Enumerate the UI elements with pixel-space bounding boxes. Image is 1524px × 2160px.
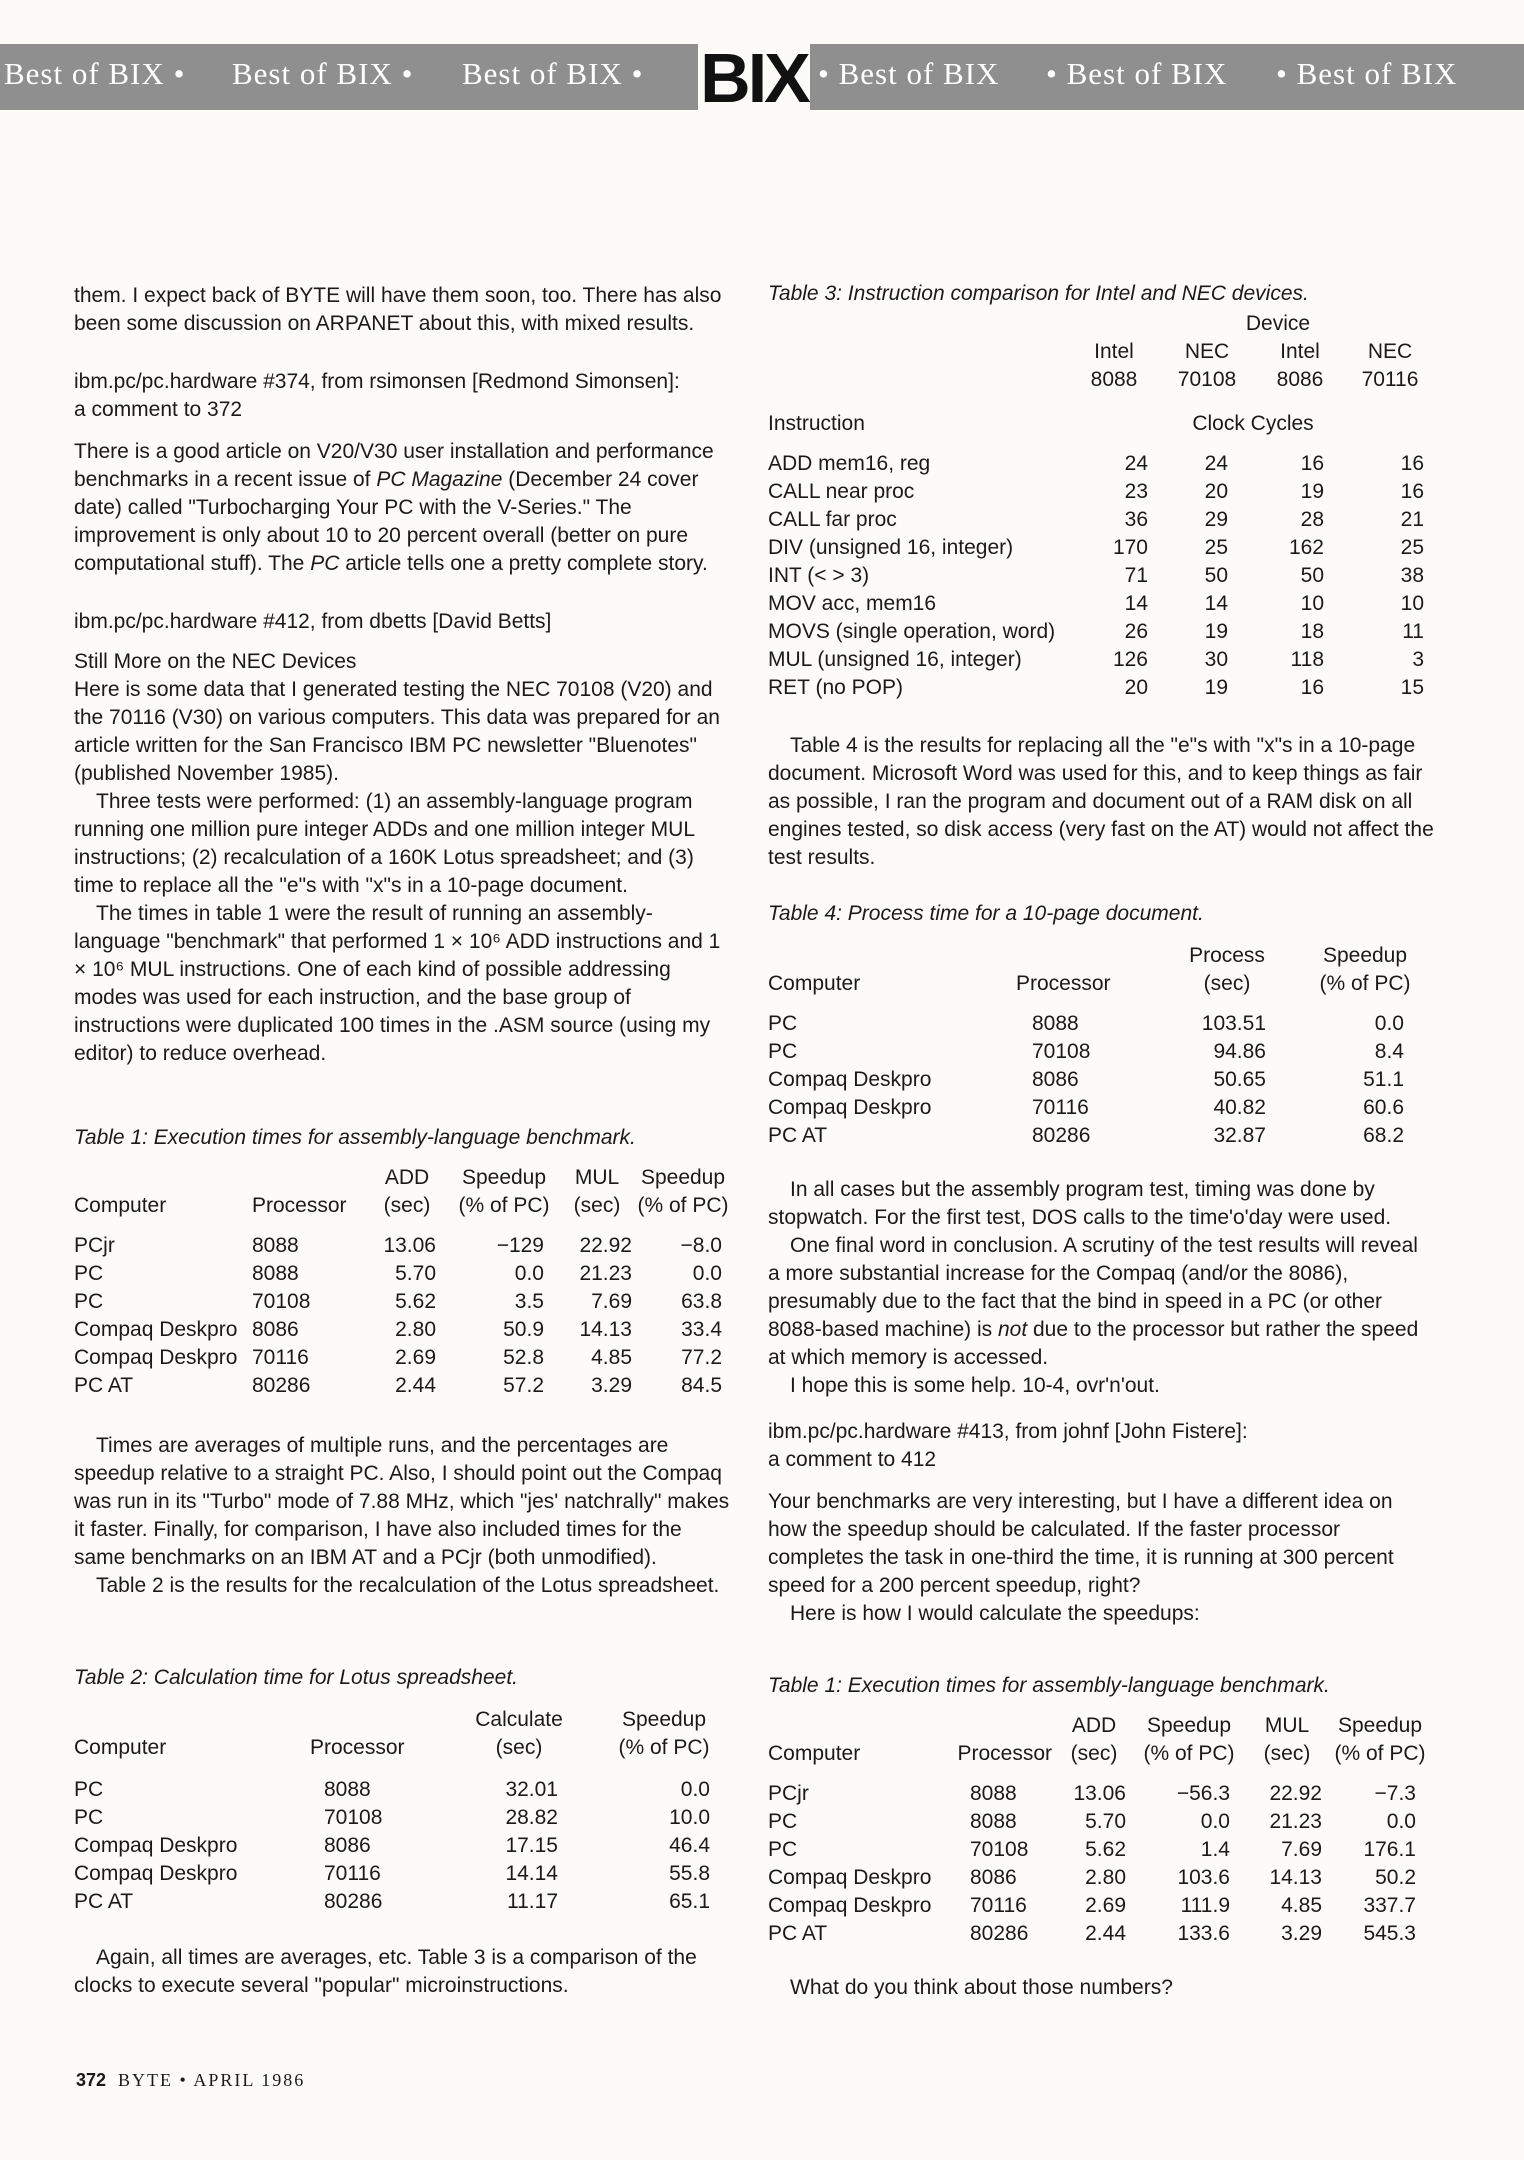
table-row: Compaq Deskpro 8086 17.15 46.4 xyxy=(74,1834,710,1857)
table1b-caption: Table 1: Execution times for assembly-language benchmark. xyxy=(768,1674,1330,1697)
table-header: NEC xyxy=(1367,340,1413,363)
table-row: Compaq Deskpro 8086 2.80 103.6 14.13 50.2 xyxy=(768,1866,1416,1889)
table-header: (% of PC) xyxy=(637,1194,729,1217)
table-header: Calculate xyxy=(475,1708,563,1731)
message-subheader-413: a comment to 412 xyxy=(768,1448,937,1471)
table-header: Computer xyxy=(768,1742,861,1765)
message-body-413: Here is how I would calculate the speedups: xyxy=(790,1602,1200,1625)
table1 xyxy=(74,1164,734,1400)
page-footer xyxy=(76,2070,305,2091)
page-number: 372 xyxy=(76,2070,107,2090)
table-row: RET (no POP) 20 19 16 15 xyxy=(768,676,1424,699)
table-row: PC 8088 5.70 0.0 21.23 0.0 xyxy=(74,1262,722,1285)
table-row: PC 70108 28.82 10.0 xyxy=(74,1806,710,1829)
left-column xyxy=(74,282,734,2000)
table-row: ADD mem16, reg 24 24 16 16 xyxy=(768,452,1424,475)
table-header: Speedup xyxy=(461,1166,547,1189)
table-row: PC AT 80286 2.44 133.6 3.29 545.3 xyxy=(768,1922,1416,1945)
table-header: (% of PC) xyxy=(618,1736,710,1759)
message-body-412: Here is some data that I generated testing the NEC 70108 (V20) and the 70116 (V30) on various computers. This data was prepared for an article written for the San Francisco IBM PC newsletter "Bluenotes" (published November 1985). xyxy=(74,678,720,785)
table-header: Intel xyxy=(1280,340,1320,363)
table-header: Computer xyxy=(74,1194,167,1217)
table-header: 8086 xyxy=(1276,368,1324,391)
body-paragraph: Times are averages of multiple runs, and the percentages are speedup relative to a straight PC. Also, I should point out the Compaq was run in its "Turbo" mode of 7.88 MHz, which "jes' natchrally" makes it faster. Finally, for comparison, I have also included times for the same benchmarks on an IBM AT and a PCjr (both unmodified). xyxy=(74,1434,730,1569)
body-paragraph: Table 2 is the results for the recalculation of the Lotus spreadsheet. xyxy=(96,1574,720,1597)
right-column xyxy=(768,280,1434,2002)
table-row: PC 70108 5.62 3.5 7.69 63.8 xyxy=(74,1290,722,1313)
body-paragraph: Again, all times are averages, etc. Table 3 is a comparison of the clocks to execute several "popular" microinstructions. xyxy=(74,1946,697,1997)
table1-caption: Table 1: Execution times for assembly-language benchmark. xyxy=(74,1126,636,1149)
table-row: DIV (unsigned 16, integer) 170 25 162 25 xyxy=(768,536,1424,559)
table-header: 70108 xyxy=(1177,368,1237,391)
table4 xyxy=(768,942,1434,1150)
table4-caption: Table 4: Process time for a 10-page document. xyxy=(768,902,1204,925)
table-row: PCjr 8088 13.06 −56.3 22.92 −7.3 xyxy=(768,1782,1416,1805)
table-header: Clock Cycles xyxy=(1192,412,1314,435)
banner-text: • Best of BIX xyxy=(1276,56,1458,91)
message-subheader-374: a comment to 372 xyxy=(74,398,243,421)
banner-text: • Best of BIX xyxy=(818,56,1000,91)
table-header: Computer xyxy=(768,972,861,995)
table-row: INT (< > 3) 71 50 50 38 xyxy=(768,564,1424,587)
table2-caption: Table 2: Calculation time for Lotus spreadsheet. xyxy=(74,1666,518,1689)
message-title-412: Still More on the NEC Devices xyxy=(74,650,357,673)
table-header: (sec) xyxy=(1263,1742,1311,1765)
table-row: PC AT 80286 2.44 57.2 3.29 84.5 xyxy=(74,1374,722,1397)
body-paragraph: One final word in conclusion. A scrutiny of the test results will reveal a more substantial increase for the Compaq (and/or the 8086), presumably due to the fact that the bind in speed in a PC (or other 8088-based machine) is not due to the processor but rather the speed at which memory is accessed. xyxy=(768,1234,1419,1369)
table2 xyxy=(74,1706,734,1916)
message-body-374: There is a good article on V20/V30 user installation and performance benchmarks in a recent issue of PC Magazine (December 24 cover date) called "Turbocharging Your PC with the V-Series." The improvement is only about 10 to 20 percent overall (better on pure computational stuff). The PC article tells one a pretty complete story. xyxy=(74,440,714,575)
table-header: Processor xyxy=(957,1742,1052,1765)
table-header: ADD xyxy=(1071,1714,1117,1737)
table-header: (sec) xyxy=(383,1194,431,1217)
table-header: 8088 xyxy=(1090,368,1138,391)
table1b xyxy=(768,1712,1434,1948)
table-header: NEC xyxy=(1184,340,1230,363)
banner-text: Best of BIX • xyxy=(4,56,186,91)
table-row: PC 8088 32.01 0.0 xyxy=(74,1778,710,1801)
table3-caption: Table 3: Instruction comparison for Intel and NEC devices. xyxy=(768,282,1309,305)
table-row: Compaq Deskpro 8086 2.80 50.9 14.13 33.4 xyxy=(74,1318,722,1341)
message-header-413: ibm.pc/pc.hardware #413, from johnf [John Fistere]: xyxy=(768,1420,1248,1443)
table-row: MOVS (single operation, word) 26 19 18 11 xyxy=(768,620,1424,643)
table-row: PCjr 8088 13.06 −129 22.92 −8.0 xyxy=(74,1234,722,1257)
table-header: Speedup xyxy=(621,1708,707,1731)
table-row: MOV acc, mem16 14 14 10 10 xyxy=(768,592,1424,615)
table-row: Compaq Deskpro 70116 14.14 55.8 xyxy=(74,1862,710,1885)
table-header: (% of PC) xyxy=(1334,1742,1426,1765)
closing-line: What do you think about those numbers? xyxy=(790,1976,1173,1999)
table-row: MUL (unsigned 16, integer) 126 30 118 3 xyxy=(768,648,1424,671)
body-paragraph: Table 4 is the results for replacing all the "e"s with "x"s in a 10-page document. Microsoft Word was used for this, and to keep things as fair as possible, I ran the program and document out of a RAM disk on all engines tested, so disk access (very fast on the AT) would not affect the test results. xyxy=(768,734,1434,869)
body-paragraph: I hope this is some help. 10-4, ovr'n'out. xyxy=(790,1374,1160,1397)
table-row: PC AT 80286 32.87 68.2 xyxy=(768,1124,1404,1147)
table-header: Intel xyxy=(1094,340,1134,363)
banner-text: Best of BIX • xyxy=(462,56,644,91)
banner-text: Best of BIX • xyxy=(232,56,414,91)
table-row: PC 8088 103.51 0.0 xyxy=(768,1012,1404,1035)
table-header: (% of PC) xyxy=(1143,1742,1235,1765)
bix-logo: BIX xyxy=(698,38,810,118)
table-header: (% of PC) xyxy=(1319,972,1411,995)
table-row: CALL far proc 36 29 28 21 xyxy=(768,508,1424,531)
table3 xyxy=(768,310,1434,702)
table-header: Processor xyxy=(252,1194,347,1217)
table-header: Processor xyxy=(310,1736,405,1759)
table-header: MUL xyxy=(1264,1714,1310,1737)
body-paragraph: In all cases but the assembly program test, timing was done by stopwatch. For the first test, DOS calls to the time'o'day were used. xyxy=(768,1178,1392,1229)
table-header: (% of PC) xyxy=(458,1194,550,1217)
table-row: Compaq Deskpro 8086 50.65 51.1 xyxy=(768,1068,1404,1091)
table-header: Speedup xyxy=(1322,944,1408,967)
table-row: PC 70108 5.62 1.4 7.69 176.1 xyxy=(768,1838,1416,1861)
intro-paragraph: them. I expect back of BYTE will have them soon, too. There has also been some discussion on ARPANET about this, with mixed results. xyxy=(74,284,722,335)
table-header: ADD xyxy=(384,1166,430,1189)
table-header: (sec) xyxy=(1203,972,1251,995)
table-row: Compaq Deskpro 70116 2.69 111.9 4.85 337.7 xyxy=(768,1894,1416,1917)
table-row: PC 8088 5.70 0.0 21.23 0.0 xyxy=(768,1810,1416,1833)
table-header: Computer xyxy=(74,1736,167,1759)
table-header: Processor xyxy=(1016,972,1111,995)
table-header: (sec) xyxy=(573,1194,621,1217)
message-header-412: ibm.pc/pc.hardware #412, from dbetts [David Betts] xyxy=(74,610,552,633)
magazine-issue: BYTE • APRIL 1986 xyxy=(118,2070,306,2090)
table-header: MUL xyxy=(574,1166,620,1189)
table-header: (sec) xyxy=(1070,1742,1118,1765)
message-body-412: The times in table 1 were the result of running an assembly-language "benchmark" that performed 1 × 10⁶ ADD instructions and 1 × 10⁶ MUL instructions. One of each kind of possible addressing modes was used for each instruction, and the base group of instructions were duplicated 100 times in the .ASM source (using my editor) to reduce overhead. xyxy=(74,902,721,1065)
table-header: Process xyxy=(1189,944,1265,967)
table-header: Speedup xyxy=(1337,1714,1423,1737)
message-header-374: ibm.pc/pc.hardware #374, from rsimonsen [Redmond Simonsen]: xyxy=(74,370,680,393)
table-row: PC AT 80286 11.17 65.1 xyxy=(74,1890,710,1913)
table-header: 70116 xyxy=(1361,368,1419,391)
table-row: PC 70108 94.86 8.4 xyxy=(768,1040,1404,1063)
table-row: Compaq Deskpro 70116 2.69 52.8 4.85 77.2 xyxy=(74,1346,722,1369)
table-header: (sec) xyxy=(495,1736,543,1759)
table-row: CALL near proc 23 20 19 16 xyxy=(768,480,1424,503)
table-header: Speedup xyxy=(640,1166,726,1189)
table-header: Speedup xyxy=(1146,1714,1232,1737)
table-header: Device xyxy=(1245,312,1311,335)
message-body-412: Three tests were performed: (1) an assembly-language program running one million pure integer ADDs and one million integer MUL instructions; (2) recalculation of a 160K Lotus spreadsheet; and (3) time to replace all the "e"s with "x"s in a 10-page document. xyxy=(74,790,695,897)
banner-text: • Best of BIX xyxy=(1046,56,1228,91)
table-header: Instruction xyxy=(768,412,865,435)
table-row: Compaq Deskpro 70116 40.82 60.6 xyxy=(768,1096,1404,1119)
message-body-413: Your benchmarks are very interesting, but I have a different idea on how the speedup should be calculated. If the faster processor completes the task in one-third the time, it is running at 300 percent speed for a 200 percent speedup, right? xyxy=(768,1490,1394,1597)
